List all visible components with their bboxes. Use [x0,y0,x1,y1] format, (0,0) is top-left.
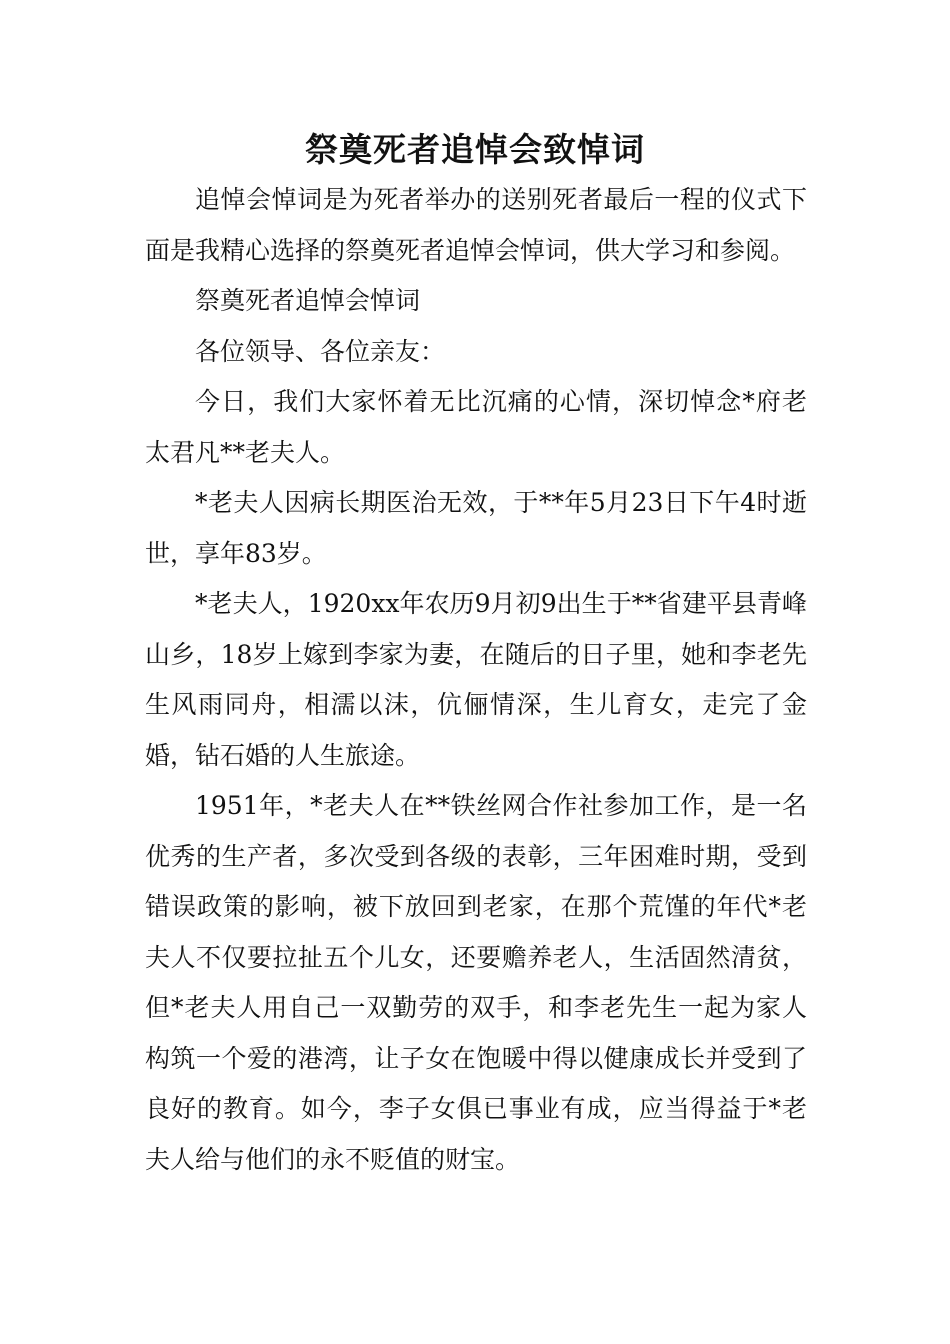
salutation: 各位领导、各位亲友： [195,336,446,366]
eulogy-heading: 祭奠死者追悼会悼词 [195,286,421,315]
intro-paragraph: 追悼会悼词是为死者举办的送别死者最后一程的仪式下面是我精心选择的祭奠死者追悼会悼词，供大学习和参阅。 [145,185,807,265]
body-paragraph: 今日，我们大家怀着无比沉痛的心情，深切悼念*府老太君凡**老夫人。 [145,387,807,467]
document-body [145,175,807,1185]
body-paragraph: 1951年，*老夫人在**铁丝网合作社参加工作，是一名优秀的生产者，多次受到各级的表彰，三年困难时期，受到错误政策的影响，被下放回到老家，在那个荒馑的年代*老夫人不仅要拉扯五个儿女，还要赡养老人，生活固然清贫，但*老夫人用自己一双勤劳的双手，和李老先生一起为家人构筑一个爱的港湾，让子女在饱暖中得以健康成长并受到了良好的教育。如今，李子女俱已事业有成，应当得益于*老夫人给与他们的永不贬值的财宝。 [145,791,807,1174]
body-paragraph: *老夫人，1920xx年农历9月初9出生于**省建平县青峰山乡，18岁上嫁到李家为妻，在随后的日子里，她和李老先生风雨同舟，相濡以沫，伉俪情深，生儿育女，走完了金婚，钻石婚的人生旅途。 [145,589,807,770]
body-paragraph: *老夫人因病长期医治无效，于**年5月23日下午4时逝世，享年83岁。 [145,488,807,568]
document-title: 祭奠死者追悼会致悼词 [305,130,645,169]
